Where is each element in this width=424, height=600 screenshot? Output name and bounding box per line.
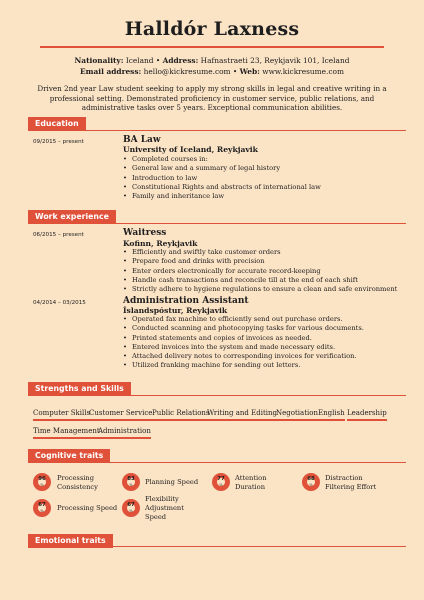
- trait-score-value: 83: [127, 476, 135, 482]
- work-bullets-2: [123, 315, 413, 371]
- skill-tag: Administration: [98, 427, 151, 439]
- list-item: • Printed statements and copies of invoices as needed.: [123, 334, 413, 343]
- trait-label-line: Flexibility: [145, 495, 179, 503]
- work-date-1: 06/2015 – present: [33, 232, 84, 238]
- trait-label-line: Duration: [235, 483, 266, 491]
- section-header-work: Work experience: [28, 210, 116, 224]
- list-item: • Operated fax machine to efficiently send out purchase orders.: [123, 315, 413, 324]
- trait-label: [57, 474, 98, 492]
- list-item: • Strictly adhere to hygiene regulations to ensure a clean and safe environment: [123, 285, 413, 294]
- skill-tag: Computer Skills: [33, 409, 90, 421]
- trait-label-line: Filtering Effort: [325, 483, 377, 491]
- trait-score-badge: [122, 473, 140, 491]
- list-item: • Introduction to law: [123, 174, 413, 183]
- trait-score-value: 77: [217, 476, 225, 482]
- skill-tag: Customer Service: [89, 409, 152, 421]
- trait-score-unit: %: [129, 483, 133, 487]
- address-label: Address:: [162, 56, 199, 65]
- trait-score-unit: %: [219, 483, 223, 487]
- trait-label-line: Attention: [235, 474, 267, 482]
- trait-label: [145, 478, 198, 487]
- trait-score-value: 67: [127, 502, 135, 508]
- work-title-1: Waitress: [123, 228, 167, 238]
- education-degree: BA Law: [123, 135, 161, 145]
- nationality-value: Iceland: [125, 56, 154, 65]
- trait-label-line: Planning Speed: [145, 478, 199, 486]
- trait-label: [145, 495, 184, 522]
- work-title-2: Administration Assistant: [123, 296, 249, 306]
- trait-score-value: 68: [307, 476, 315, 482]
- list-item: • Completed courses in:: [123, 155, 413, 164]
- candidate-name: Halldór Laxness: [124, 18, 300, 40]
- list-item: • Handle cash transactions and reconcile till at the end of each shift: [123, 276, 413, 285]
- section-header-education: Education: [28, 117, 86, 131]
- work-org-2: Íslandspóstur, Reykjavik: [123, 306, 228, 315]
- contact-separator: •: [153, 56, 163, 65]
- trait-score-unit: %: [40, 509, 44, 513]
- list-item: • Attached delivery notes to corresponding invoices for verification.: [123, 352, 413, 361]
- contact-line-2: [20, 67, 404, 77]
- list-item: • Conducted scanning and photocopying tasks for various documents.: [123, 324, 413, 333]
- list-item: • Entered invoices into the system and made necessary edits.: [123, 343, 413, 352]
- trait-score-value: 96: [38, 476, 46, 482]
- trait-label-line: Distraction: [325, 474, 363, 482]
- address-value: Hafnastraeti 23, Reykjavik 101, Iceland: [200, 56, 350, 65]
- skill-tag: Public Relations: [152, 409, 210, 421]
- section-header-skills: Strengths and Skills: [28, 382, 131, 396]
- list-item: • Constitutional Rights and abstracts of international law: [123, 183, 413, 192]
- trait-score-badge: [302, 473, 320, 491]
- contact-separator: •: [230, 67, 240, 76]
- email-link[interactable]: hello@kickresume.com: [143, 67, 231, 76]
- skill-tag: Writing and Editing: [207, 409, 277, 421]
- skill-tag: Negotiation: [276, 409, 318, 421]
- trait-label-line: Speed: [145, 513, 167, 521]
- trait-score-badge: [212, 473, 230, 491]
- skill-tag: English: [318, 409, 345, 421]
- skill-tag: Time Management: [33, 427, 100, 439]
- web-label: Web:: [239, 67, 260, 76]
- name-divider: [40, 46, 384, 48]
- trait-label: [235, 474, 267, 492]
- web-link[interactable]: www.kickresume.com: [262, 67, 344, 76]
- trait-label: [57, 504, 117, 513]
- trait-score-badge: [122, 499, 140, 517]
- trait-score-value: 67: [38, 502, 46, 508]
- trait-label-line: Processing: [57, 474, 95, 482]
- list-item: • Efficiently and swiftly take customer orders: [123, 248, 413, 257]
- education-date: 09/2015 – present: [33, 139, 84, 145]
- section-header-cognitive: Cognitive traits: [28, 449, 110, 463]
- trait-label-line: Processing Speed: [57, 504, 118, 512]
- list-item: • Prepare food and drinks with precision: [123, 257, 413, 266]
- trait-label-line: Adjustment: [145, 504, 184, 512]
- section-header-emotional: Emotional traits: [28, 534, 113, 548]
- education-school: University of Iceland, Reykjavik: [123, 145, 258, 154]
- list-item: • Enter orders electronically for accurate record-keeping: [123, 267, 413, 276]
- work-org-1: Kofinn, Reykjavik: [123, 239, 198, 248]
- list-item: • Utilized franking machine for sending out letters.: [123, 361, 413, 370]
- contact-line-1: [20, 56, 404, 66]
- trait-score-unit: %: [40, 483, 44, 487]
- profile-summary: Driven 2nd year Law student seeking to apply my strong skills in legal and creative writing in a professional setting. Demonstrated proficiency in customer service, public relations, and administrative tasks over 5 years. Exceptional communication abilities.: [37, 84, 387, 112]
- education-bullets: [123, 155, 413, 201]
- email-label: Email address:: [80, 67, 142, 76]
- trait-label: [325, 474, 376, 492]
- trait-score-badge: [33, 499, 51, 517]
- trait-score-badge: [33, 473, 51, 491]
- nationality-label: Nationality:: [74, 56, 124, 65]
- list-item: • General law and a summary of legal history: [123, 164, 413, 173]
- trait-label-line: Consistency: [57, 483, 98, 491]
- list-item: • Family and inheritance law: [123, 192, 413, 201]
- work-bullets-1: [123, 248, 413, 294]
- work-date-2: 04/2014 – 03/2015: [33, 300, 86, 306]
- trait-score-unit: %: [309, 483, 313, 487]
- skill-tag: Leadership: [347, 409, 387, 421]
- trait-score-unit: %: [129, 509, 133, 513]
